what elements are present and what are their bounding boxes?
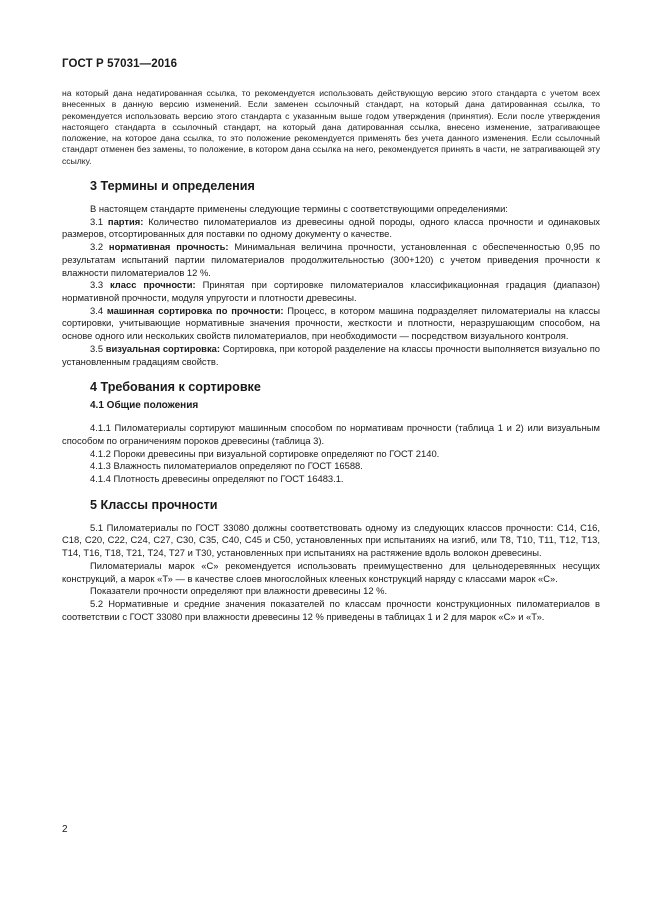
term-number: 3.1 [90, 215, 104, 227]
clause-4-1-4: 4.1.4 Плотность древесины определяют по ГОСТ 16483.1. [90, 473, 344, 485]
term-number: 3.3 [90, 279, 104, 291]
term-number: 3.2 [90, 241, 104, 253]
clause-5-2: 5.2 Нормативные и средние значения показателей по классам прочности конструкционных пиломатериалов в соответствии с ГОСТ 33080 при влажности древесины 12 % приведены в таблицах 1 и 2 для марок «С» и «Т». [62, 597, 600, 622]
term-name: визуальная сортировка: [105, 342, 220, 354]
term-definition: Минимальная величина прочности, установленная с обеспеченностью 0,95 по результатам испытаний партии пиломатериалов продолжительностью (300+120) с учетом приведения прочности к влажности пиломатериалов 12 %. [62, 241, 601, 278]
section-3-lead: В настоящем стандарте применены следующие термины с соответствующими определениями: [90, 203, 508, 215]
section-5-title: 5 Классы прочности [90, 497, 218, 512]
term-number: 3.5 [90, 342, 104, 354]
term-3-1 [62, 216, 600, 241]
clause-5-1: 5.1 Пиломатериалы по ГОСТ 33080 должны соответствовать одному из следующих классов прочности: С14, С16, С18, С20, С22, С24, С27, С30, С35, С40, С45 и С50, установленных при испытаниях на изгиб, или Т8, Т10, Т11, Т12, Т13, Т14, Т16, Т18, Т21, Т24, Т27 и Т30, установленных при испытаниях на растяжение вдоль волокон древесины. [62, 521, 600, 559]
term-definition: Количество пиломатериалов из древесины одной породы, одного класса прочности и одинаковых размеров, отсортированных для поставки по одному документу о качестве. [62, 215, 600, 240]
term-number: 3.4 [90, 304, 104, 316]
section-4-1-title: 4.1 Общие положения [90, 400, 199, 412]
section-4-title: 4 Требования к сортировке [90, 380, 261, 395]
term-3-5 [62, 343, 600, 368]
term-definition: Процесс, в котором машина подразделяет пиломатериалы на классы сортировки, учитывающие нормативные значения прочности, жесткости и плотности, неразрушающим способом, на основе одного или нескольких свойств пиломатериалов, при необходимости — посредством визуального контроля. [62, 304, 601, 342]
term-3-3 [62, 279, 600, 304]
clause-4-1-1: 4.1.1 Пиломатериалы сортируют машинным способом по нормативам прочности (таблица 1 и 2) или визуальным способом по ограничениям пороков древесины (таблица 3). [62, 422, 600, 446]
term-3-4 [62, 305, 600, 343]
clause-5-1-humidity: Показатели прочности определяют при влажности древесины 12 %. [90, 585, 388, 597]
document-page [62, 58, 600, 623]
clause-4-1-2: 4.1.2 Пороки древесины при визуальной сортировке определяют по ГОСТ 2140. [90, 447, 440, 459]
term-definition: Принятая при сортировке пиломатериалов классификационная градация (диапазон) нормативной прочности, модуля упругости и плотности древесины. [62, 279, 601, 303]
page-number: 2 [62, 824, 68, 835]
term-name: нормативная прочность: [108, 241, 229, 253]
intro-paragraph: на который дана недатированная ссылка, то рекомендуется использовать действующую версию этого стандарта с учетом всех внесенных в данную версию изменений. Если заменен ссылочный стандарт, на который дана датированная ссылка, то рекомендуется использовать версию этого стандарта с указанным выше годом утверждения (принятия). Если после утверждения настоящего стандарта в ссылочный стандарт, на который дана датированная ссылка, внесено изменение, затрагивающее положение, на которое дана ссылка, то это положение рекомендуется применять без учета данного изменения. Если ссылочный стандарт отменен без замены, то положение, в котором дана ссылка на него, рекомендуется принять в части, не затрагивающей эту ссылку. [62, 88, 600, 166]
term-3-2 [62, 241, 600, 279]
document-code: ГОСТ Р 57031—2016 [62, 58, 178, 70]
term-name: машинная сортировка по прочности: [106, 304, 284, 316]
term-definition: Сортировка, при которой разделение на классы прочности выполняется визуально по установленным градациям свойств. [62, 342, 601, 367]
term-name: класс прочности: [110, 279, 196, 291]
section-3-title: 3 Термины и определения [90, 179, 255, 194]
term-name: партия: [107, 215, 144, 227]
clause-5-1-note: Пиломатериалы марок «С» рекомендуется использовать преимущественно для цельнодеревянных несущих конструкций, а марок «Т» — в качестве слоев многослойных клееных конструкций наряду с классами марок «С». [62, 559, 600, 584]
clause-4-1-3: 4.1.3 Влажность пиломатериалов определяют по ГОСТ 16588. [90, 460, 363, 472]
